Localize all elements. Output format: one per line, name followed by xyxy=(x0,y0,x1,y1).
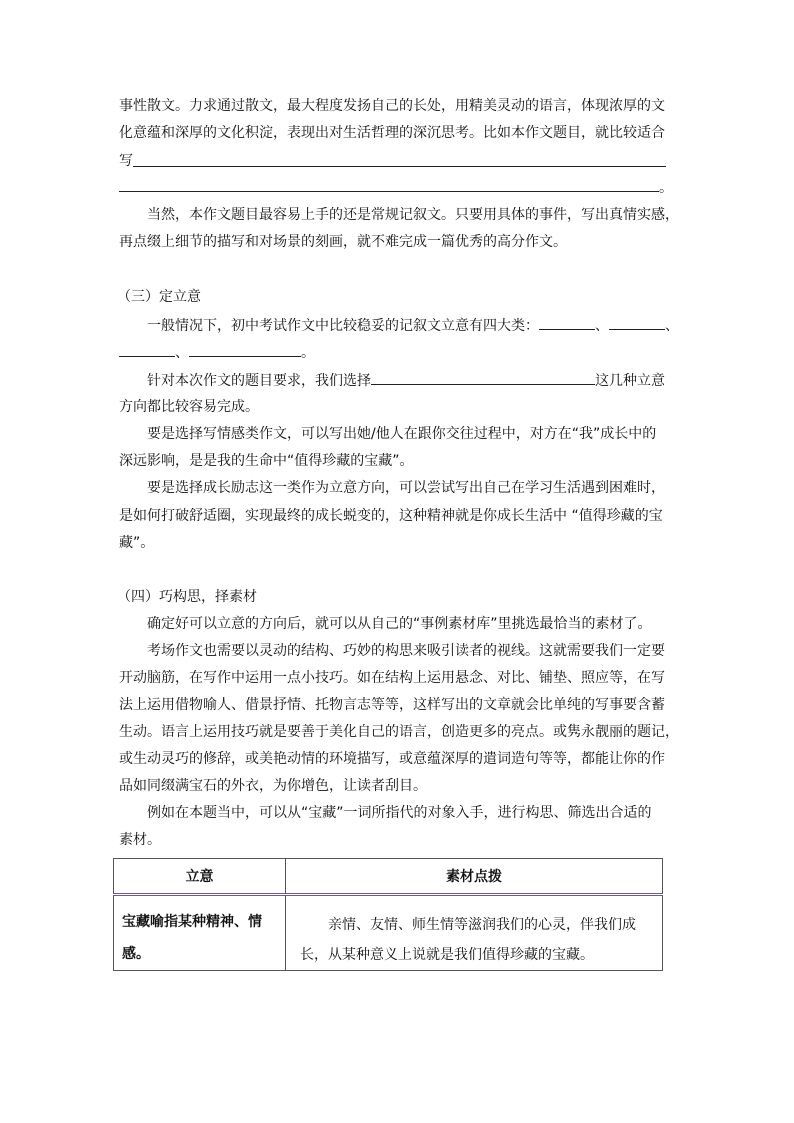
table-cell: 宝藏喻指某种精神、情感。 xyxy=(114,895,286,971)
section-heading: （四）巧构思，择素材 xyxy=(117,589,257,605)
text-line xyxy=(147,315,679,336)
table-cell xyxy=(286,895,663,971)
table-header-row xyxy=(114,859,663,895)
text-line: 要是选择成长励志这一类作为立意方向，可以尝试写出自己在学习生活遇到困难时， xyxy=(147,480,665,496)
text-line: 素材。 xyxy=(119,832,161,848)
answer-blank-line[interactable] xyxy=(133,166,666,167)
text-line: 藏”。 xyxy=(119,535,155,551)
material-table xyxy=(113,858,663,971)
answer-blank[interactable] xyxy=(539,315,595,330)
text-line: 化意蕴和深厚的文化积淀，表现出对生活哲理的深沉思考。比如本作文题目，就比较适合 xyxy=(119,125,665,141)
text-span: 。 xyxy=(301,345,315,361)
answer-blank[interactable] xyxy=(119,342,175,357)
cell-text: 亲情、友情、师生情等滋润我们的心灵，伴我们成长，从某种意义上说就是我们值得珍藏的宝藏。 xyxy=(300,917,636,963)
text-line: 品如同缀满宝石的外衣，为你增色，让读者刮目。 xyxy=(119,778,427,794)
section-heading: （三）定立意 xyxy=(117,289,201,305)
text-span: 一般情况下，初中考试作文中比较稳妥的记叙文立意有四大类： xyxy=(147,318,539,334)
table-header-cell: 立意 xyxy=(114,859,286,895)
answer-blank[interactable] xyxy=(189,342,301,357)
text-line: 法上运用借物喻人、借景抒情、托物言志等等，这样写出的文章就会比单纯的写事要含蓄 xyxy=(119,697,665,713)
text-line: 方向都比较容易完成。 xyxy=(119,399,259,415)
text-line: 或生动灵巧的修辞，或美艳动情的环境描写，或意蕴深厚的遣词造句等等，都能让你的作 xyxy=(119,751,665,767)
answer-blank[interactable] xyxy=(371,370,595,385)
text-line: 考场作文也需要以灵动的结构、巧妙的构思来吸引读者的视线。这就需要我们一定要 xyxy=(147,643,665,659)
text-span: 、 xyxy=(665,318,679,334)
text-line: 要是选择写情感类作文，可以写出她/他人在跟你交往过程中，对方在“我”成长中的 xyxy=(147,426,657,442)
text-line: 是如何打破舒适圈，实现最终的成长蜕变的，这种精神就是你成长生活中 “值得珍藏的宝 xyxy=(119,508,663,524)
table-header-cell: 素材点拨 xyxy=(286,859,663,895)
text-line: 确定好可以立意的方向后，就可以从自己的“事例素材库”里挑选最恰当的素材了。 xyxy=(147,616,652,632)
text-line xyxy=(119,342,315,363)
text-line: 例如在本题当中，可以从“宝藏”一词所指代的对象入手，进行构思、筛选出合适的 xyxy=(147,805,652,821)
text-line: 深远影响，是是我的生命中“值得珍藏的宝藏”。 xyxy=(119,453,414,469)
text-line xyxy=(147,370,665,391)
text-line: 开动脑筋，在写作中运用一点小技巧。如在结构上运用悬念、对比、铺垫、照应等，在写 xyxy=(119,670,665,686)
answer-blank-line[interactable] xyxy=(119,191,659,192)
text-span: 针对本次作文的题目要求，我们选择 xyxy=(147,373,371,389)
text-span: 、 xyxy=(175,345,189,361)
text-line: 生动。语言上运用技巧就是要善于美化自己的语言，创造更多的亮点。或隽永靓丽的题记， xyxy=(119,724,679,740)
text-span: 、 xyxy=(595,318,609,334)
text-line: 当然，本作文题目最容易上手的还是常规记叙文。只要用具体的事件，写出真情实感， xyxy=(147,207,679,223)
text-line: 。 xyxy=(659,180,673,196)
text-line: 写 xyxy=(119,153,133,169)
text-line: 再点缀上细节的描写和对场景的刻画，就不难完成一篇优秀的高分作文。 xyxy=(119,234,567,250)
table-row xyxy=(114,895,663,971)
answer-blank[interactable] xyxy=(609,315,665,330)
text-span: 这几种立意 xyxy=(595,373,665,389)
text-line: 事性散文。力求通过散文，最大程度发扬自己的长处，用精美灵动的语言，体现浓厚的文 xyxy=(119,98,665,114)
